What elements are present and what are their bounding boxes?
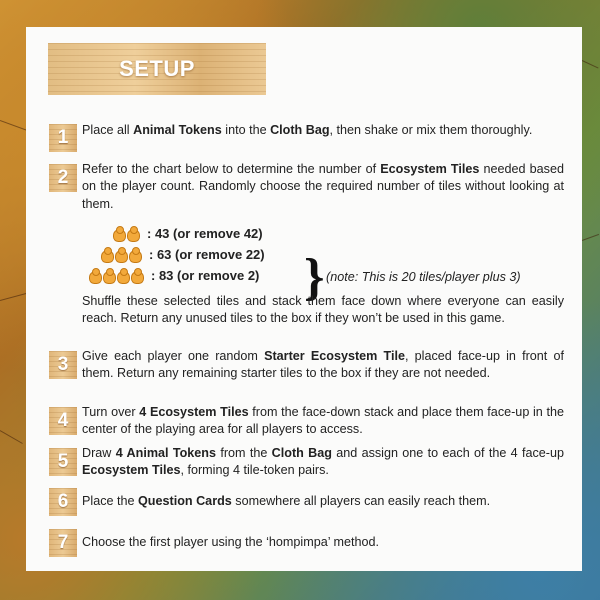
step-number-2: 2 (49, 164, 77, 192)
animal-token-icon (103, 271, 116, 284)
tile-count-row-2p: : 43 (or remove 42) (113, 223, 263, 243)
setup-title-banner (48, 43, 266, 95)
step-number-4: 4 (49, 407, 77, 435)
animal-token-icons (101, 246, 143, 263)
step-2-text: Refer to the chart below to determine the number of Ecosystem Tiles needed based on the player count. Randomly choose the required number of tiles without looking at them. (82, 162, 564, 211)
animal-token-icon (129, 250, 142, 263)
animal-token-icon (89, 271, 102, 284)
animal-token-icon (113, 229, 126, 242)
step-7-text: Choose the first player using the ‘hompimpa’ method. (82, 535, 380, 549)
step-4-text: Turn over 4 Ecosystem Tiles from the face-down stack and place them face-up in the center of the playing area for all players to access. (82, 405, 564, 437)
animal-token-icon (117, 271, 130, 284)
animal-token-icon (101, 250, 114, 263)
animal-token-icon (115, 250, 128, 263)
step-1-text: Place all Animal Tokens into the Cloth Bag, then shake or mix them thoroughly. (82, 123, 533, 137)
animal-token-icon (127, 229, 140, 242)
shuffle-text: Shuffle these selected tiles and stack them face down where everyone can easily reach. Return any unused tiles to the box if they won’t be used in this game. (82, 294, 564, 326)
animal-token-icons (89, 267, 145, 284)
step-number-3: 3 (49, 351, 77, 379)
tile-count-row-3p: : 63 (or remove 22) (101, 244, 265, 264)
page-title: SETUP (119, 56, 195, 81)
step-3-text: Give each player one random Starter Ecosystem Tile, placed face-up in front of them. Return any remaining starter tiles to the box if they are not needed. (82, 349, 564, 381)
step-number-7: 7 (49, 529, 77, 557)
tile-count-row-4p: : 83 (or remove 2) (89, 265, 259, 285)
animal-token-icon (131, 271, 144, 284)
step-number-6: 6 (49, 488, 77, 516)
setup-panel (26, 27, 582, 571)
tile-note: (note: This is 20 tiles/player plus 3) (326, 270, 521, 284)
step-5-text: Draw 4 Animal Tokens from the Cloth Bag and assign one to each of the 4 face-up Ecosystem Tiles, forming 4 tile-token pairs. (82, 446, 564, 478)
step-6-text: Place the Question Cards somewhere all players can easily reach them. (82, 494, 491, 508)
brace-symbol: } (304, 249, 325, 306)
step-number-5: 5 (49, 448, 77, 476)
step-number-1: 1 (49, 124, 77, 152)
animal-token-icons (113, 225, 141, 242)
